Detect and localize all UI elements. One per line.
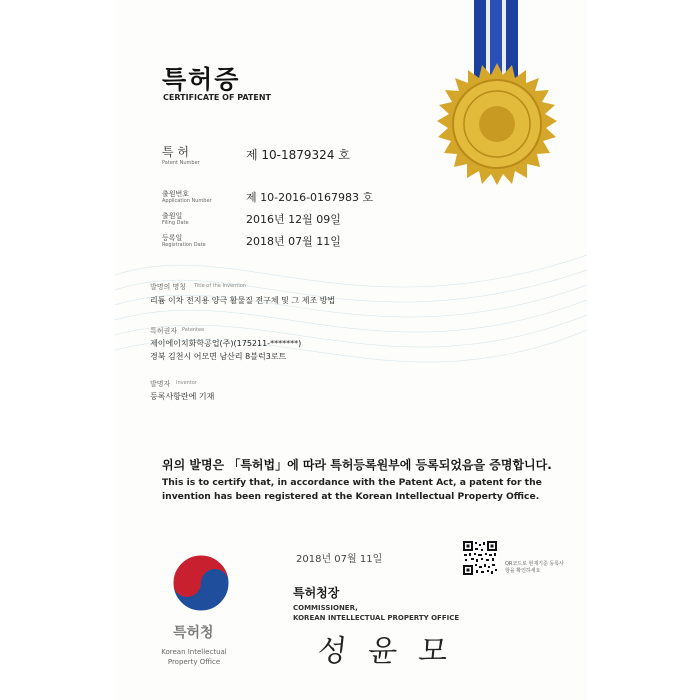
org-name-en-line1: Korean Intellectual (161, 648, 227, 656)
certificate-title: 특허증 (162, 65, 241, 94)
patent-number-label-en: Patent Number (162, 160, 200, 166)
filing-date-label: 출원일 (162, 212, 183, 220)
kipo-logo-icon (170, 552, 232, 614)
patentee-label-en: Patentee (182, 327, 205, 333)
invention-label: 발명의 명칭 (150, 283, 187, 291)
declaration-ko: 위의 발명은 「특허법」에 따라 특허등록원부에 등록되었음을 증명합니다. (162, 458, 552, 472)
application-number-value: 제 10-2016-0167983 호 (246, 191, 374, 204)
inventor-value: 등록사항란에 기재 (150, 392, 215, 401)
commissioner-en-line1: COMMISSIONER, (293, 604, 358, 612)
issue-date: 2018년 07월 11일 (296, 554, 383, 565)
filing-date-value: 2016년 12월 09일 (246, 213, 341, 226)
signature: 성 윤 모 (315, 634, 456, 669)
patentee-name: 제이에이치화학공업(주)(175211-*******) (150, 339, 302, 348)
patentee-label: 특허권자 (150, 327, 178, 335)
application-number-label: 출원번호 (162, 190, 190, 198)
registration-date-label-en: Registration Date (162, 242, 206, 248)
application-number-label-en: Application Number (162, 198, 212, 204)
qr-note: QR코드로 현재기준 등록사항을 확인하세요 (505, 561, 564, 574)
qr-code-icon (462, 540, 498, 576)
org-name-en-line2: Property Office (167, 658, 221, 666)
registration-date-label: 등록일 (162, 234, 183, 242)
org-name-ko: 특허청 (173, 625, 214, 641)
invention-label-en: Title of the Invention (194, 283, 246, 289)
invention-title: 리튬 이차 전지용 양극 활물질 전구체 및 그 제조 방법 (150, 296, 336, 305)
registration-date-value: 2018년 07월 11일 (246, 235, 341, 248)
patent-number-label: 특 허 (162, 145, 189, 159)
declaration-en: This is to certify that, in accordance with the Patent Act, a patent for the invention has been registered at the Korean Intellectual Property Office. (162, 477, 542, 502)
inventor-label-en: Inventor (176, 380, 197, 386)
certificate-title-en: CERTIFICATE OF PATENT (163, 93, 271, 102)
inventor-label: 발명자 (150, 380, 171, 388)
filing-date-label-en: Filing Date (162, 220, 189, 226)
gold-seal-icon (436, 63, 558, 185)
patent-number-value: 제 10-1879324 호 (246, 148, 350, 162)
commissioner-ko: 특허청장 (293, 586, 340, 600)
patentee-address: 경북 김천시 어모면 남산리 8블럭3로트 (150, 352, 287, 361)
commissioner-en-line2: KOREAN INTELLECTUAL PROPERTY OFFICE (293, 614, 460, 622)
